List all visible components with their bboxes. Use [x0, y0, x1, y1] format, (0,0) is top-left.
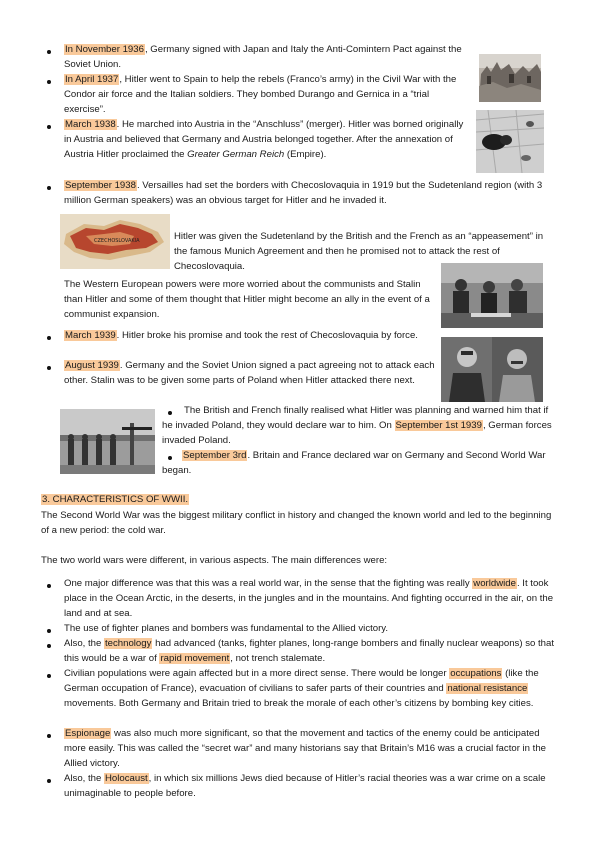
date-highlight: September 3rd [183, 450, 247, 461]
bombing-aerial-photo [476, 110, 544, 173]
difference-item-3: Also, the technology had advanced (tanks, fighter planes, long-range bombers and finally nuclear weapons) so that this would be a war of rapid movement, not trench stalemate. [64, 638, 554, 664]
bullet-dot [47, 584, 51, 588]
bullet-dot [47, 779, 51, 783]
bullet-dot [47, 674, 51, 678]
section-heading: 3. CHARACTERISTICS OF WWII. [42, 494, 189, 505]
date-highlight: March 1939 [65, 330, 116, 341]
western-powers-paragraph: The Western European powers were more worried about the communists and Stalin than Hitler and some of them thought that Hitler might become an ally in the event of a communist expansion. [64, 279, 430, 320]
bullet-dot [47, 80, 51, 84]
difference-item-1: One major difference was that this was a real world war, in the sense that the fighting was really worldwide. It took place in the Ocean Arctic, in the deserts, in the jungles and in the mountains. And fighting occurred in the air, on the land and at sea. [64, 578, 554, 619]
date-highlight: In April 1937 [65, 74, 119, 85]
section-intro-2: The two world wars were different, in various aspects. The main differences were: [41, 555, 388, 566]
sudetenland-map [60, 214, 170, 269]
bullet-dot [47, 186, 51, 190]
bullet-dot [47, 50, 51, 54]
timeline-item-8: September 3rd. Britain and France declared war on Germany and Second World War began. [162, 450, 546, 476]
ruined-town-photo [479, 54, 541, 102]
difference-item-2: The use of fighter planes and bombers was fundamental to the Allied victory. [64, 623, 389, 634]
timeline-item-7: The British and French finally realised what Hitler was planning and warned him that if he invaded Poland, they would declare war to him. On September 1st 1939, German forces invaded Poland. [162, 405, 552, 446]
bullet-dot [47, 734, 51, 738]
bullet-dot [47, 366, 51, 370]
bullet-dot [47, 629, 51, 633]
hitler-stalin-photo [441, 337, 543, 402]
timeline-item-4: September 1938. Versailles had set the borders with Checoslovaquia in 1919 but the Sudetenland region (with 3 million German speakers) was an obvious target for Hitler and he invaded it. [64, 180, 543, 206]
date-highlight: In November 1936 [65, 44, 144, 55]
sudetenland-paragraph: Hitler was given the Sudetenland by the British and the French as an “appeasement” in the famous Munich Agreement and then he promised not to attack the rest of Checoslovaquia. [174, 231, 544, 272]
timeline-item-5: March 1939. Hitler broke his promise and took the rest of Checoslovaquia by force. [65, 330, 418, 341]
timeline-item-3: March 1938. He marched into Austria in the “Anschluss” (merger). Hitler was borned originally in Austria and believed that Germany and Austria belonged together. After the annexation of Austria Hitler proclaimed the Greater German Reich (Empire). [64, 119, 464, 160]
date-highlight: March 1938 [65, 119, 116, 130]
bullet-dot [47, 336, 51, 340]
timeline-item-1: In November 1936, Germany signed with Japan and Italy the Anti-Comintern Pact against the Soviet Union. [64, 44, 462, 70]
bullet-dot [47, 125, 51, 129]
svg-text:CZECHOSLOVAKIA: CZECHOSLOVAKIA [94, 238, 140, 244]
timeline-item-6: August 1939. Germany and the Soviet Union signed a pact agreeing not to attack each other. Stalin was to be given some parts of Poland when Hitler attacked there next. [64, 360, 435, 386]
date-highlight: September 1st 1939 [395, 420, 482, 431]
difference-item-4: Civilian populations were again affected but in a more direct sense. There would be longer occupations (like the German occupation of France), evacuation of civilians to safer parts of their countries and national resistance movements. Both Germany and Britain tried to break the morale of each other’s citizens by bombing key cities. [64, 668, 539, 709]
date-highlight: August 1939 [65, 360, 119, 371]
difference-item-6: Also, the Holocaust, in which six millions Jews died because of Hitler’s racial theories was a war crime on a scale unimaginable to people before. [64, 773, 546, 799]
section-intro: The Second World War was the biggest military conflict in history and changed the known world and led to the beginning of a new period: the cold war. [41, 510, 552, 536]
troops-border-photo [60, 409, 155, 474]
bullet-dot [47, 644, 51, 648]
timeline-item-2: In April 1937, Hitler went to Spain to help the rebels (Franco’s army) in the Civil War with the Condor air force and the Italian soldiers. They bombed Durango and Gernica in a “trial exercise”. [64, 74, 457, 115]
munich-conference-photo [441, 263, 543, 328]
date-highlight: September 1938 [65, 180, 136, 191]
difference-item-5: Espionage was also much more significant, so that the movement and tactics of the enemy could be anticipated more easily. This was called the “secret war” and many historians say that Britain’s M16 was a crucial factor in the Allied victory. [64, 728, 547, 769]
